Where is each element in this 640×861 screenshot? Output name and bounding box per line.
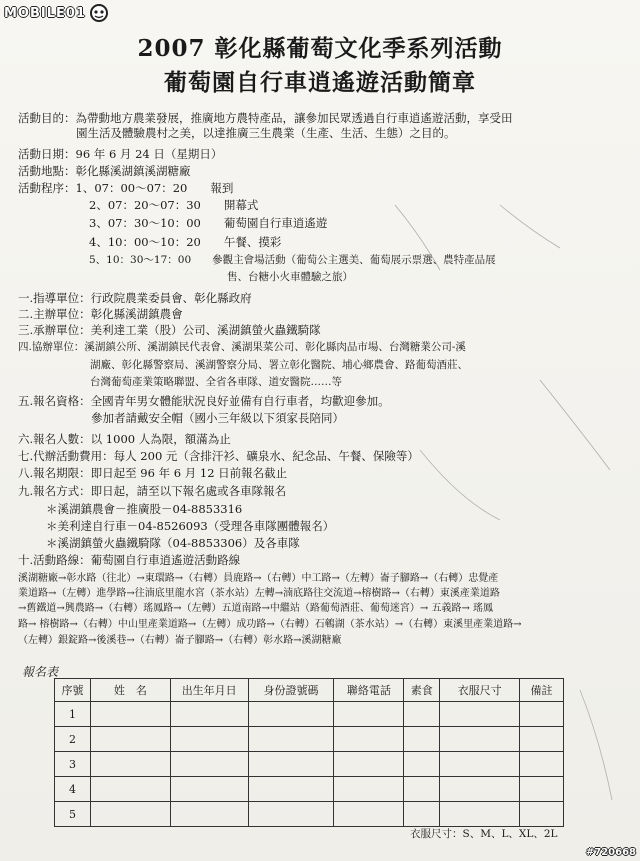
row-number: 4	[55, 777, 91, 802]
sub-title: 葡萄園自行車逍遙遊活動簡章	[164, 69, 476, 96]
event-date: 活動日期：96 年 6 月 24 日（星期日）	[18, 147, 223, 161]
mobile01-logo-icon	[88, 3, 110, 23]
registration-table	[54, 678, 564, 827]
guiding-unit: 一.指導單位：行政院農業委員會、彰化縣政府	[18, 291, 252, 305]
route-line-5: （左轉）銀錠路→後溪巷→（右轉）崙子腳路→（右轉）彰水路→溪湖糖廠	[18, 635, 342, 646]
scribble-mark	[580, 690, 612, 800]
purpose-line-2: 園生活及體驗農村之美，以達推廣三生農業（生產、生活、生態）之目的。	[76, 126, 456, 140]
signup-method: 九.報名方式：即日起，請至以下報名處或各車隊報名	[18, 484, 287, 498]
main-title: 2007 彰化縣葡萄文化季系列活動	[137, 35, 503, 62]
watermark-text: MOBILE01	[4, 5, 86, 21]
fee: 七.代辦活動費用：每人 200 元（含排汗衫、礦泉水、紀念品、午餐、保險等）	[18, 449, 419, 463]
deadline: 八.報名期限：即日起至 96 年 6 月 12 日前報名截止	[18, 466, 288, 480]
qualification-line-2: 參加者請戴安全帽（國小三年級以下須家長陪同）	[91, 411, 344, 425]
table-row	[55, 727, 564, 752]
qualification-line-1: 五.報名資格：全國青年男女體能狀況良好並備有自行車者，均歡迎參加。	[18, 394, 390, 408]
event-location: 活動地點：彰化縣溪湖鎮溪湖糖廠	[18, 164, 191, 178]
row-number: 5	[55, 802, 91, 827]
program-item-1: 活動程序：1、07：00～07：20 報到	[18, 181, 234, 195]
col-header-no: 序號	[55, 679, 91, 702]
table-row	[55, 702, 564, 727]
watermark	[4, 3, 110, 23]
col-header-name: 姓 名	[90, 679, 170, 702]
organizer-unit: 三.承辦單位：美利達工業（股）公司、溪湖鎮螢火蟲鐵騎隊	[18, 323, 321, 337]
col-header-note: 備註	[520, 679, 564, 702]
program-item-5: 5、10：30～17：00 參觀主會場活動（葡萄公主選美、葡萄展示票選、農特產品展	[89, 254, 496, 266]
scribble-mark	[540, 380, 610, 470]
co-organizer-line-3: 台灣葡萄產業策略聯盟、全省各車隊、道安醫院……等	[90, 376, 342, 388]
table-header-row	[55, 679, 564, 702]
co-organizer-line-2: 湖廠、彰化縣警察局、溪湖警察分局、署立彰化醫院、埔心鄉農會、路葡萄酒莊、	[90, 359, 468, 371]
program-item-4: 4、10：00～10：20 午餐、摸彩	[89, 235, 282, 249]
route-line-2: 業道路→（左轉）進學路→往湳底里龍水宮（茶水站）左轉→湳底路往交流道→榕樹路→（右轉）東溪產業道路	[18, 588, 500, 599]
row-number: 1	[55, 702, 91, 727]
program-item-3: 3、07：30～10：00 葡萄園自行車逍遙遊	[89, 216, 328, 230]
purpose-line-1: 活動目的：為帶動地方農業發展，推廣地方農特產品，讓參加民眾透過自行車逍遙遊活動，享受田	[18, 111, 513, 125]
program-item-5-cont: 售、台糖小火車體驗之旅）	[227, 271, 353, 283]
scribble-mark	[420, 450, 500, 520]
scribble-mark	[500, 205, 560, 248]
col-header-size: 衣服尺寸	[440, 679, 520, 702]
route-title: 十.活動路線：葡萄園自行車逍遙遊活動路線	[18, 553, 241, 567]
host-unit: 二.主辦單位：彰化縣溪湖鎮農會	[18, 307, 183, 321]
table-row	[55, 777, 564, 802]
col-header-vegetarian: 素食	[404, 679, 440, 702]
col-header-birthdate: 出生年月日	[170, 679, 248, 702]
signup-contact-2: ＊美利達自行車－04-8526093（受理各車隊團體報名）	[46, 519, 335, 533]
row-number: 3	[55, 752, 91, 777]
row-number: 2	[55, 727, 91, 752]
photo-id: #720668	[585, 847, 636, 858]
headcount: 六.報名人數：以 1000 人為限，額滿為止	[18, 432, 231, 446]
col-header-id: 身份證號碼	[248, 679, 334, 702]
route-line-3: →舊鐵道→興農路→（右轉）瑤鳳路→（左轉）五道南路→中繼站（路葡萄酒莊、葡萄迷宮）→ 五義路→ 瑤鳳	[18, 603, 494, 614]
program-item-2: 2、07：20～07：30 開幕式	[89, 198, 259, 212]
route-line-1: 溪湖糖廠→彰水路（往北）→東環路→（右轉）員鹿路→（右轉）中工路→（左轉）崙子腳路→（右轉）忠覺產	[18, 573, 499, 584]
signup-contact-3: ＊溪湖鎮螢火蟲鐵騎隊（04-8853306）及各車隊	[46, 536, 300, 550]
table-row	[55, 752, 564, 777]
col-header-phone: 聯絡電話	[334, 679, 404, 702]
route-line-4: 路→ 榕樹路→（右轉）中山里產業道路→（左轉）成功路→（右轉）石鵪湖（茶水站）→（右轉）東溪里產業道路→	[18, 619, 522, 630]
table-row	[55, 802, 564, 827]
form-title: 報名表	[22, 665, 59, 679]
signup-contact-1: ＊溪湖鎮農會－推廣股－04-8853316	[46, 502, 243, 516]
size-note: 衣服尺寸：S、M、L、XL、2L	[410, 828, 558, 840]
co-organizer-line-1: 四.協辦單位：溪湖鎮公所、溪湖鎮民代表會、溪湖果菜公司、彰化縣肉品市場、台灣糖業公司-溪	[18, 341, 466, 353]
